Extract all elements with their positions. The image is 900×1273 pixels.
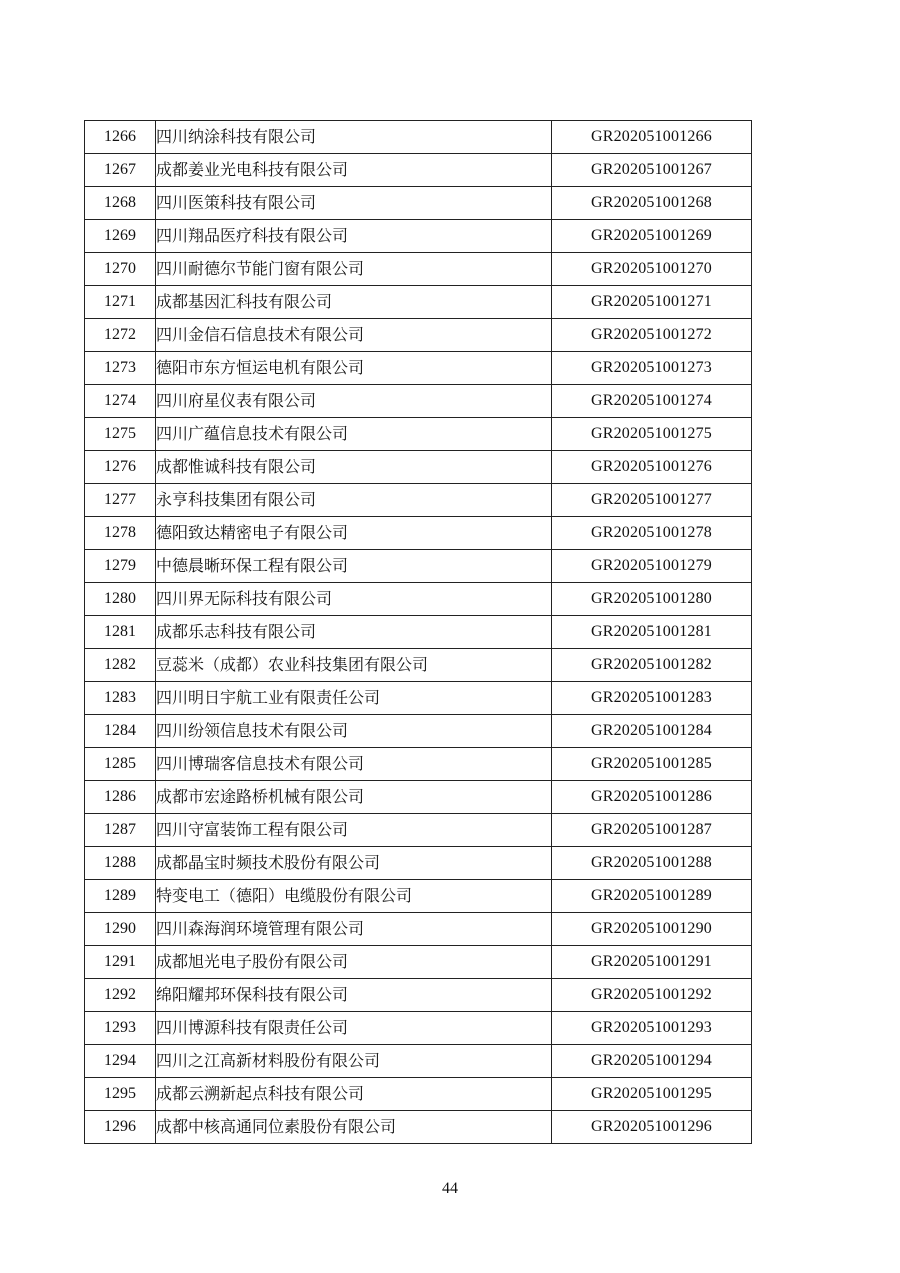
row-number-cell: 1271 — [85, 286, 156, 319]
company-name-cell: 成都乐志科技有限公司 — [156, 616, 552, 649]
row-number-cell: 1287 — [85, 814, 156, 847]
company-name-cell: 四川广蕴信息技术有限公司 — [156, 418, 552, 451]
company-name-cell: 成都基因汇科技有限公司 — [156, 286, 552, 319]
table-row — [85, 880, 752, 913]
certificate-number-cell: GR202051001275 — [552, 418, 752, 451]
row-number-cell: 1276 — [85, 451, 156, 484]
company-name-cell: 四川之江高新材料股份有限公司 — [156, 1045, 552, 1078]
certificate-number-cell: GR202051001273 — [552, 352, 752, 385]
table-row — [85, 484, 752, 517]
table-row — [85, 1012, 752, 1045]
certificate-number-cell: GR202051001269 — [552, 220, 752, 253]
company-name-cell: 特变电工（德阳）电缆股份有限公司 — [156, 880, 552, 913]
row-number-cell: 1292 — [85, 979, 156, 1012]
table-row — [85, 220, 752, 253]
company-name-cell: 四川守富装饰工程有限公司 — [156, 814, 552, 847]
company-name-cell: 永亨科技集团有限公司 — [156, 484, 552, 517]
row-number-cell: 1294 — [85, 1045, 156, 1078]
company-name-cell: 四川翔品医疗科技有限公司 — [156, 220, 552, 253]
certificate-number-cell: GR202051001296 — [552, 1111, 752, 1144]
row-number-cell: 1274 — [85, 385, 156, 418]
row-number-cell: 1277 — [85, 484, 156, 517]
row-number-cell: 1280 — [85, 583, 156, 616]
page-number: 44 — [442, 1180, 458, 1197]
table-row — [85, 616, 752, 649]
company-name-cell: 成都中核高通同位素股份有限公司 — [156, 1111, 552, 1144]
row-number-cell: 1268 — [85, 187, 156, 220]
company-name-cell: 成都惟诚科技有限公司 — [156, 451, 552, 484]
certificate-number-cell: GR202051001290 — [552, 913, 752, 946]
table-row — [85, 781, 752, 814]
table-row — [85, 550, 752, 583]
certificate-number-cell: GR202051001292 — [552, 979, 752, 1012]
table-row — [85, 814, 752, 847]
company-name-cell: 德阳市东方恒运电机有限公司 — [156, 352, 552, 385]
table-row — [85, 385, 752, 418]
certificate-number-cell: GR202051001266 — [552, 121, 752, 154]
company-name-cell: 四川界无际科技有限公司 — [156, 583, 552, 616]
certificate-number-cell: GR202051001281 — [552, 616, 752, 649]
certificate-number-cell: GR202051001288 — [552, 847, 752, 880]
row-number-cell: 1291 — [85, 946, 156, 979]
table-row — [85, 583, 752, 616]
company-name-cell: 四川府星仪表有限公司 — [156, 385, 552, 418]
row-number-cell: 1296 — [85, 1111, 156, 1144]
certificate-number-cell: GR202051001267 — [552, 154, 752, 187]
table-row — [85, 682, 752, 715]
row-number-cell: 1289 — [85, 880, 156, 913]
certificate-number-cell: GR202051001286 — [552, 781, 752, 814]
table-row — [85, 913, 752, 946]
company-name-cell: 绵阳耀邦环保科技有限公司 — [156, 979, 552, 1012]
table-row — [85, 154, 752, 187]
row-number-cell: 1286 — [85, 781, 156, 814]
company-name-cell: 四川耐德尔节能门窗有限公司 — [156, 253, 552, 286]
company-name-cell: 四川纷领信息技术有限公司 — [156, 715, 552, 748]
certificate-number-cell: GR202051001270 — [552, 253, 752, 286]
row-number-cell: 1266 — [85, 121, 156, 154]
table-row — [85, 319, 752, 352]
certificate-number-cell: GR202051001289 — [552, 880, 752, 913]
company-name-cell: 成都旭光电子股份有限公司 — [156, 946, 552, 979]
company-name-cell: 德阳致达精密电子有限公司 — [156, 517, 552, 550]
row-number-cell: 1270 — [85, 253, 156, 286]
certificate-number-cell: GR202051001294 — [552, 1045, 752, 1078]
certificate-number-cell: GR202051001277 — [552, 484, 752, 517]
table-row — [85, 253, 752, 286]
table-row — [85, 748, 752, 781]
company-name-cell: 四川金信石信息技术有限公司 — [156, 319, 552, 352]
row-number-cell: 1278 — [85, 517, 156, 550]
table-row — [85, 418, 752, 451]
company-name-cell: 成都云溯新起点科技有限公司 — [156, 1078, 552, 1111]
company-name-cell: 四川森海润环境管理有限公司 — [156, 913, 552, 946]
certificate-number-cell: GR202051001282 — [552, 649, 752, 682]
certificate-number-cell: GR202051001278 — [552, 517, 752, 550]
certificate-number-cell: GR202051001291 — [552, 946, 752, 979]
row-number-cell: 1281 — [85, 616, 156, 649]
table-row — [85, 979, 752, 1012]
certificate-number-cell: GR202051001268 — [552, 187, 752, 220]
table-row — [85, 517, 752, 550]
row-number-cell: 1273 — [85, 352, 156, 385]
row-number-cell: 1290 — [85, 913, 156, 946]
company-name-cell: 四川纳涂科技有限公司 — [156, 121, 552, 154]
certificate-number-cell: GR202051001279 — [552, 550, 752, 583]
table-row — [85, 847, 752, 880]
company-name-cell: 豆蕊米（成都）农业科技集团有限公司 — [156, 649, 552, 682]
company-name-cell: 四川博源科技有限责任公司 — [156, 1012, 552, 1045]
row-number-cell: 1279 — [85, 550, 156, 583]
company-registry-table — [84, 120, 752, 1144]
table-row — [85, 286, 752, 319]
certificate-number-cell: GR202051001285 — [552, 748, 752, 781]
row-number-cell: 1293 — [85, 1012, 156, 1045]
row-number-cell: 1285 — [85, 748, 156, 781]
company-name-cell: 四川博瑞客信息技术有限公司 — [156, 748, 552, 781]
registry-table-body — [85, 121, 752, 1144]
table-row — [85, 715, 752, 748]
row-number-cell: 1282 — [85, 649, 156, 682]
table-row — [85, 1111, 752, 1144]
table-row — [85, 946, 752, 979]
table-row — [85, 121, 752, 154]
table-row — [85, 187, 752, 220]
certificate-number-cell: GR202051001283 — [552, 682, 752, 715]
row-number-cell: 1272 — [85, 319, 156, 352]
company-name-cell: 成都姜业光电科技有限公司 — [156, 154, 552, 187]
certificate-number-cell: GR202051001287 — [552, 814, 752, 847]
company-name-cell: 四川医策科技有限公司 — [156, 187, 552, 220]
company-name-cell: 成都市宏途路桥机械有限公司 — [156, 781, 552, 814]
table-row — [85, 451, 752, 484]
certificate-number-cell: GR202051001276 — [552, 451, 752, 484]
certificate-number-cell: GR202051001293 — [552, 1012, 752, 1045]
row-number-cell: 1269 — [85, 220, 156, 253]
table-row — [85, 649, 752, 682]
certificate-number-cell: GR202051001274 — [552, 385, 752, 418]
row-number-cell: 1275 — [85, 418, 156, 451]
row-number-cell: 1284 — [85, 715, 156, 748]
row-number-cell: 1283 — [85, 682, 156, 715]
certificate-number-cell: GR202051001272 — [552, 319, 752, 352]
certificate-number-cell: GR202051001284 — [552, 715, 752, 748]
row-number-cell: 1288 — [85, 847, 156, 880]
row-number-cell: 1295 — [85, 1078, 156, 1111]
company-name-cell: 四川明日宇航工业有限责任公司 — [156, 682, 552, 715]
certificate-number-cell: GR202051001280 — [552, 583, 752, 616]
table-row — [85, 1045, 752, 1078]
certificate-number-cell: GR202051001295 — [552, 1078, 752, 1111]
company-name-cell: 中德晨晰环保工程有限公司 — [156, 550, 552, 583]
certificate-number-cell: GR202051001271 — [552, 286, 752, 319]
row-number-cell: 1267 — [85, 154, 156, 187]
table-row — [85, 352, 752, 385]
table-row — [85, 1078, 752, 1111]
company-name-cell: 成都晶宝时频技术股份有限公司 — [156, 847, 552, 880]
